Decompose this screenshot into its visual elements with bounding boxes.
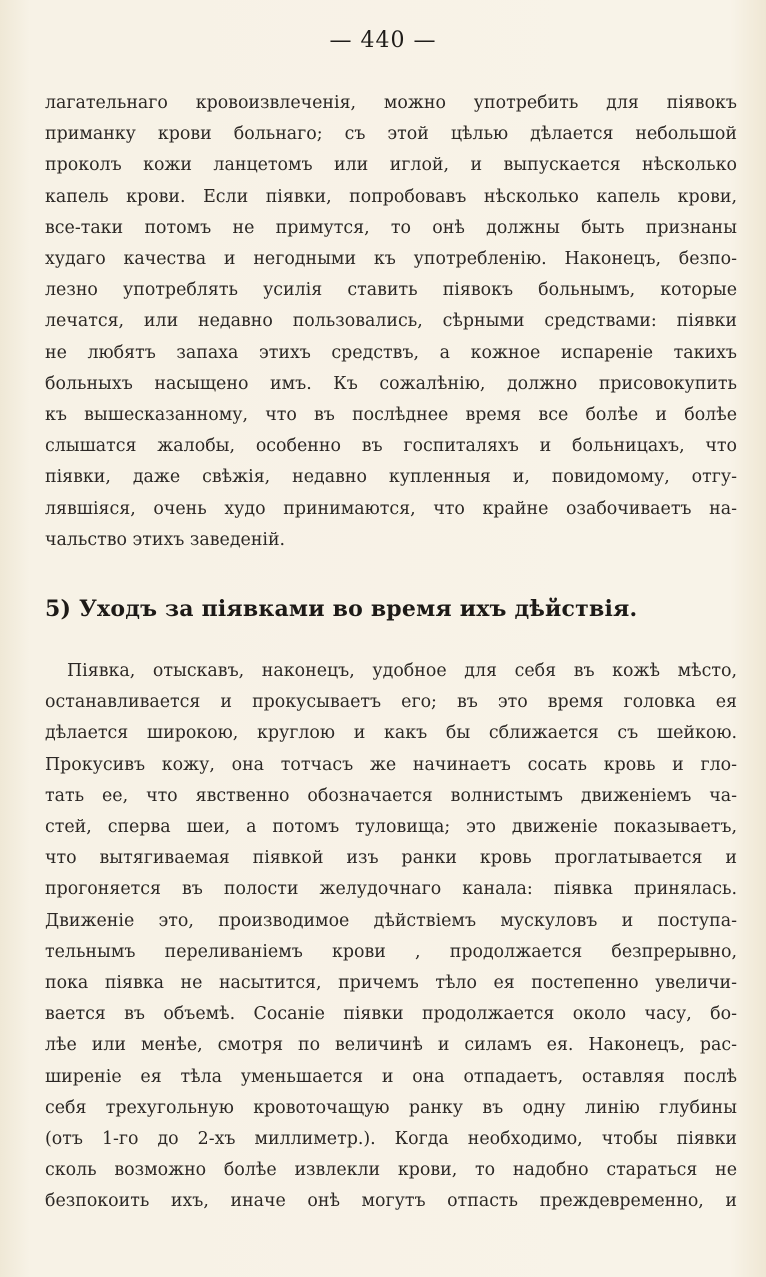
text-line: (отъ 1-го до 2-хъ миллиметр.). Когда необходимо, чтобы піявки <box>45 1129 737 1150</box>
text-line: лечатся, или недавно пользовались, сѣрными средствами: піявки <box>45 311 737 332</box>
text-line: лявшіяся, очень худо принимаются, что крайне озабочиваетъ на- <box>45 498 737 519</box>
text-line: піявки, даже свѣжія, недавно купленныя и, повидомому, отгу- <box>45 467 737 488</box>
text-line: что вытягиваемая піявкой изъ ранки кровь проглатывается и <box>45 848 737 869</box>
paragraph-1 <box>45 88 737 556</box>
text-line: тельнымъ переливаніемъ крови , продолжается безпрерывно, <box>45 941 737 962</box>
text-line: останавливается и прокусываетъ его; въ это время головка ея <box>45 692 737 713</box>
text-line: не любятъ запаха этихъ средствъ, а кожное испареніе такихъ <box>45 342 737 363</box>
text-line: прогоняется въ полости желудочнаго канала: піявка принялась. <box>45 879 737 900</box>
text-line: чальство этихъ заведеній. <box>45 529 286 550</box>
text-line: вается въ объемѣ. Сосаніе піявки продолжается около часу, бо- <box>45 1004 737 1025</box>
text-line: лезно употреблять усилія ставить піявокъ больнымъ, которые <box>45 280 737 301</box>
text-line: стей, сперва шеи, а потомъ туловища; это движеніе показываетъ, <box>45 817 737 838</box>
text-line: тать ее, что явственно обозначается волнистымъ движеніемъ ча- <box>45 785 737 806</box>
text-line: Піявка, отыскавъ, наконецъ, удобное для себя въ кожѣ мѣсто, <box>67 661 737 681</box>
text-line: больныхъ насыщено имъ. Къ сожалѣнію, должно присовокупить <box>45 373 737 394</box>
text-line: слышатся жалобы, особенно въ госпиталяхъ и больницахъ, что <box>45 436 737 457</box>
text-line: дѣлается широкою, круглою и какъ бы сближается съ шейкою. <box>45 723 737 744</box>
text-line: себя трехугольную кровоточащую ранку въ одну линію глубины <box>45 1097 737 1118</box>
text-line: Движеніе это, производимое дѣйствіемъ мускуловъ и поступа- <box>45 910 737 931</box>
paragraph-2 <box>45 656 737 1218</box>
text-line: приманку крови больнаго; съ этой цѣлью дѣлается небольшой <box>45 124 737 145</box>
text-line: капель крови. Если піявки, попробовавъ нѣсколько капель крови, <box>45 186 737 207</box>
text-line: къ вышесказанному, что въ послѣднее время все болѣе и болѣе <box>45 405 737 426</box>
text-line: ширеніе ея тѣла уменьшается и она отпадаетъ, оставляя послѣ <box>45 1066 737 1087</box>
text-line: сколь возможно болѣе извлекли крови, то надобно стараться не <box>45 1160 737 1181</box>
text-line: лагательнаго кровоизвлеченія, можно употребить для піявокъ <box>45 93 737 113</box>
section-heading: 5) Уходъ за піявками во время ихъ дѣйствія. <box>45 596 638 622</box>
text-line: безпокоить ихъ, иначе онѣ могутъ отпасть преждевременно, и <box>45 1191 737 1212</box>
text-line: лѣе или менѣе, смотря по величинѣ и силамъ ея. Наконецъ, рас- <box>45 1035 737 1056</box>
text-line: все-таки потомъ не примутся, то онѣ должны быть признаны <box>45 217 737 238</box>
text-line: проколъ кожи ланцетомъ или иглой, и выпускается нѣсколько <box>45 155 737 176</box>
text-line: пока піявка не насытится, причемъ тѣло ея постепенно увеличи- <box>45 973 737 994</box>
text-line: худаго качества и негодными къ употребленію. Наконецъ, безпо- <box>45 249 737 270</box>
text-line: Прокусивъ кожу, она тотчасъ же начинаетъ сосать кровь и гло- <box>45 754 737 775</box>
page-number: — 440 — <box>329 28 437 53</box>
